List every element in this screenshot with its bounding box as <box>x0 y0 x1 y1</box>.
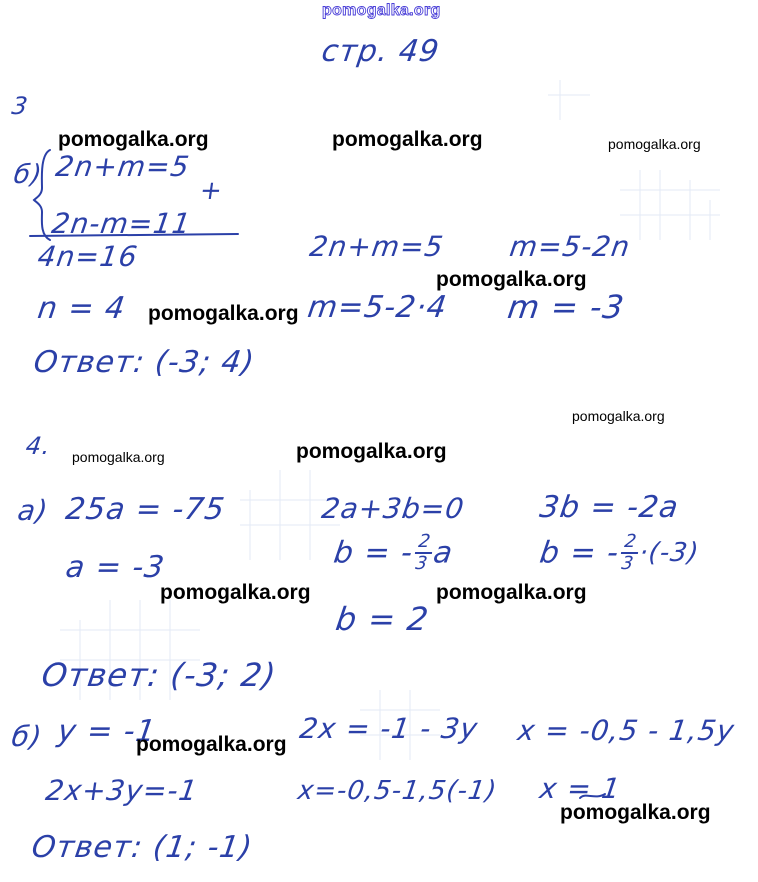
task3-m-subst: m=5-2·4 <box>305 290 450 325</box>
task4a-b-expr-var: a <box>431 535 456 571</box>
task4b-system-eq: 2x+3y=-1 <box>43 774 200 807</box>
task4a-eq2: 2a+3b=0 <box>319 492 467 525</box>
watermark: pomogalka.org <box>148 302 299 325</box>
watermark: pomogalka.org <box>560 801 711 824</box>
task4a-frac-den: 3 <box>414 553 430 574</box>
watermark: pomogalka.org <box>136 733 287 756</box>
watermark: pomogalka.org <box>332 128 483 151</box>
task3-part-label: б) <box>11 160 45 190</box>
watermark: pomogalka.org <box>436 268 587 291</box>
task3-eq1: 2n+m=5 <box>53 150 192 183</box>
task4b-label: б) <box>9 720 45 753</box>
task3-answer: Ответ: (-3; 4) <box>31 345 257 380</box>
task4b-eq-b: x = -0,5 - 1,5y <box>515 714 737 747</box>
task4a-a-value: a = -3 <box>63 550 167 585</box>
watermark: pomogalka.org <box>58 128 209 151</box>
task4b-subst: x=-0,5-1,5(-1) <box>295 776 499 806</box>
task4a-b-value: b = 2 <box>333 600 432 638</box>
task4b-eq-a: 2x = -1 - 3y <box>297 712 481 745</box>
site-header: pomogalka.org <box>322 2 441 19</box>
page-label: стр. 49 <box>319 34 442 69</box>
watermark: pomogalka.org <box>72 449 165 465</box>
watermark: pomogalka.org <box>160 581 311 604</box>
task3-n-value: n = 4 <box>35 291 128 326</box>
task4a-answer: Ответ: (-3; 2) <box>39 656 279 694</box>
task4a-subst-frac-num: 2 <box>621 532 641 554</box>
task4b-y-value: y = -1 <box>55 714 159 749</box>
watermark: pomogalka.org <box>572 408 665 424</box>
task3-m-expr: m=5-2n <box>507 230 633 263</box>
task3-plus: + <box>197 176 225 206</box>
watermark: pomogalka.org <box>436 581 587 604</box>
task4b-answer: Ответ: (1; -1) <box>29 830 255 865</box>
task3-m-value: m = -3 <box>505 288 627 326</box>
task4a-label: а) <box>15 494 51 527</box>
task3-eq-copy: 2n+m=5 <box>307 230 446 263</box>
task4a-b-expr <box>331 532 456 574</box>
task4b-x-value: x = 1 <box>537 772 623 805</box>
watermark: pomogalka.org <box>296 440 447 463</box>
task4a-b-expr-prefix: b = - <box>331 535 416 571</box>
task4a-eq3: 3b = -2a <box>537 490 682 525</box>
task4a-b-subst <box>537 532 702 574</box>
task4a-b-subst-suffix: ·(-3) <box>637 538 702 568</box>
task4a-frac-num: 2 <box>415 532 435 554</box>
task4-number: 4. <box>24 432 53 460</box>
task3-eq2: 2n-m=11 <box>49 207 194 240</box>
task4a-eq1: 25a = -75 <box>63 492 228 527</box>
task4a-subst-frac-den: 3 <box>620 553 636 574</box>
task3-sum: 4n=16 <box>35 240 140 273</box>
watermark: pomogalka.org <box>608 136 701 152</box>
task4a-b-subst-prefix: b = - <box>537 535 622 571</box>
task3-number: 3 <box>10 92 31 120</box>
